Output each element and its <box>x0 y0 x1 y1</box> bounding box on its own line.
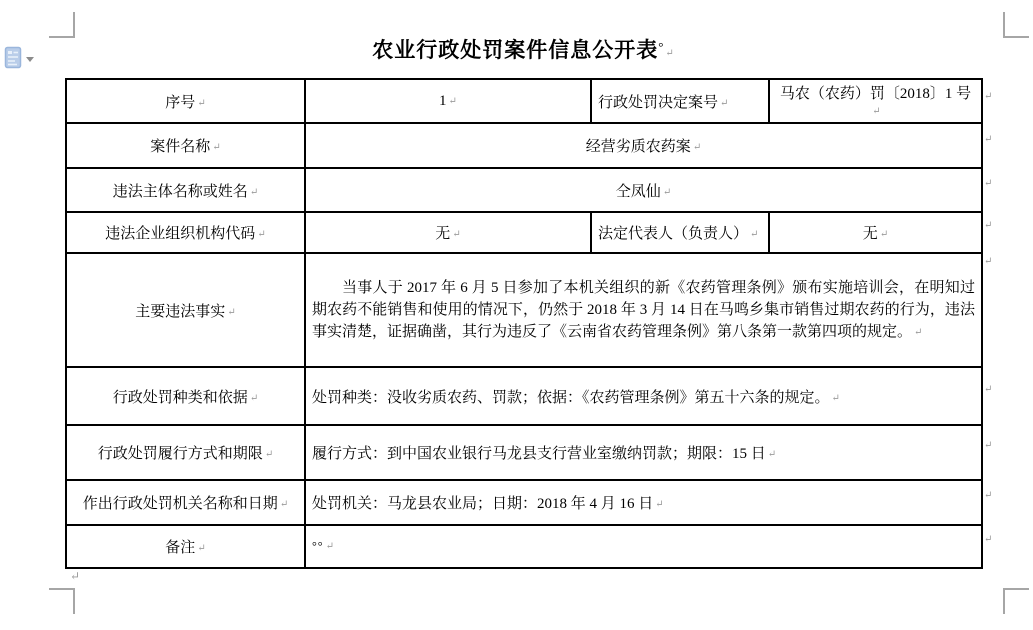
cell-label-remarks[interactable]: 备注 ↵ <box>66 525 305 568</box>
table-row <box>66 480 982 525</box>
cell-label-org-code[interactable]: 违法企业组织机构代码 ↵ <box>66 212 305 253</box>
cell-value-legal-representative[interactable]: 无 ↵ <box>769 212 982 253</box>
cell-value-penalty-type-basis[interactable]: 处罚种类：没收劣质农药、罚款；依据：《农药管理条例》第五十六条的规定。 ↵ <box>305 367 982 425</box>
paragraph-mark: ↵ <box>831 392 840 404</box>
paragraph-mark: ↵ <box>249 186 259 198</box>
cell-label-penalty-type-basis[interactable]: 行政处罚种类和依据 ↵ <box>66 367 305 425</box>
row-end-mark: ↵ <box>984 534 993 545</box>
table-row <box>66 168 982 212</box>
cell-value-fulfillment-method-deadline[interactable]: 履行方式：到中国农业银行马龙县支行营业室缴纳罚款；期限：15 日 ↵ <box>305 425 982 480</box>
paragraph-mark: ↵ <box>279 499 289 510</box>
cell-value-main-illegal-facts[interactable]: 当事人于 2017 年 6 月 5 日参加了本机关组织的新《农药管理条例》颁布实施培训会，在明知过期农药不能销售和使用的情况下，仍然于 2018 年 3 月 14 日在马鸣乡集市销售过期农药的行为，违法事实清楚，证据确凿，其行为违反了《云南省农药管理条例》第八条第一款第四项的规定。 ↵ <box>305 253 982 367</box>
paragraph-mark: ↵ <box>767 449 777 460</box>
paragraph-mark: ↵ <box>665 48 674 59</box>
title-trailing-mark: ° <box>658 39 664 54</box>
paragraph-mark: ↵ <box>655 499 664 510</box>
page-title <box>65 34 981 64</box>
cell-label-case-name[interactable]: 案件名称 ↵ <box>66 123 305 168</box>
cell-value-violator-name[interactable]: 仝凤仙 ↵ <box>305 168 982 212</box>
cell-label-violator-name[interactable]: 违法主体名称或姓名 ↵ <box>66 168 305 212</box>
cell-label-authority-name-date[interactable]: 作出行政处罚机关名称和日期 ↵ <box>66 480 305 525</box>
cell-value-org-code[interactable]: 无 ↵ <box>305 212 591 253</box>
row-end-mark: ↵ <box>984 440 993 451</box>
paragraph-mark: ↵ <box>264 449 274 460</box>
text-boundary-mark-top-right <box>1003 12 1029 38</box>
text-boundary-mark-bottom-left <box>49 588 75 614</box>
text-boundary-mark-bottom-right <box>1003 588 1029 614</box>
cell-label-fulfillment-method-deadline[interactable]: 行政处罚履行方式和期限 ↵ <box>66 425 305 480</box>
paragraph-mark: ↵ <box>452 229 461 240</box>
paragraph-mark: ↵ <box>257 229 266 240</box>
paragraph-mark: ↵ <box>662 186 672 198</box>
cell-label-main-illegal-facts[interactable]: 主要违法事实 ↵ <box>66 253 305 367</box>
paragraph-mark: ↵ <box>70 569 81 583</box>
table-row <box>66 212 982 253</box>
paragraph-mark: ↵ <box>720 97 729 109</box>
row-end-mark: ↵ <box>984 178 993 189</box>
table-row <box>66 425 982 480</box>
cell-value-serial-no[interactable]: 1 ↵ <box>305 79 591 123</box>
cell-label-decision-case-no[interactable]: 行政处罚决定案号 ↵ <box>591 79 769 123</box>
paragraph-mark: ↵ <box>212 142 221 153</box>
paragraph-mark: ↵ <box>325 541 334 552</box>
cell-value-decision-case-no[interactable]: 马农（农药）罚〔2018〕1 号↵ <box>769 79 982 123</box>
table-row <box>66 79 982 123</box>
penalty-info-table <box>65 78 983 569</box>
paragraph-mark: ↵ <box>197 97 206 109</box>
paragraph-mark: ↵ <box>914 326 923 338</box>
paragraph-mark: ↵ <box>227 306 236 318</box>
row-end-mark: ↵ <box>984 490 993 501</box>
table-row <box>66 525 982 568</box>
cell-value-authority-name-date[interactable]: 处罚机关：马龙县农业局；日期：2018 年 4 月 16 日 ↵ <box>305 480 982 525</box>
cell-label-serial-no[interactable]: 序号 ↵ <box>66 79 305 123</box>
paragraph-mark: ↵ <box>448 95 457 107</box>
paragraph-mark: ↵ <box>197 543 206 554</box>
page-title-text: 农业行政处罚案件信息公开表 <box>372 38 659 62</box>
table-row <box>66 367 982 425</box>
row-end-mark: ↵ <box>984 256 993 267</box>
table-row <box>66 123 982 168</box>
cell-value-remarks[interactable]: °° ↵ <box>305 525 982 568</box>
table-row <box>66 253 982 367</box>
paragraph-mark: ↵ <box>692 142 702 153</box>
paragraph-mark: ↵ <box>879 229 889 240</box>
row-end-mark: ↵ <box>984 220 993 231</box>
paragraph-mark: ↵ <box>750 229 759 240</box>
row-end-mark: ↵ <box>984 384 993 395</box>
chevron-down-icon[interactable] <box>26 57 34 62</box>
paragraph-mark: ↵ <box>872 106 881 117</box>
paragraph-mark: ↵ <box>249 392 259 404</box>
cell-value-case-name[interactable]: 经营劣质农药案 ↵ <box>305 123 982 168</box>
row-end-mark: ↵ <box>984 134 993 145</box>
cell-label-legal-representative[interactable]: 法定代表人（负责人） ↵ <box>591 212 769 253</box>
row-end-mark: ↵ <box>984 91 993 102</box>
